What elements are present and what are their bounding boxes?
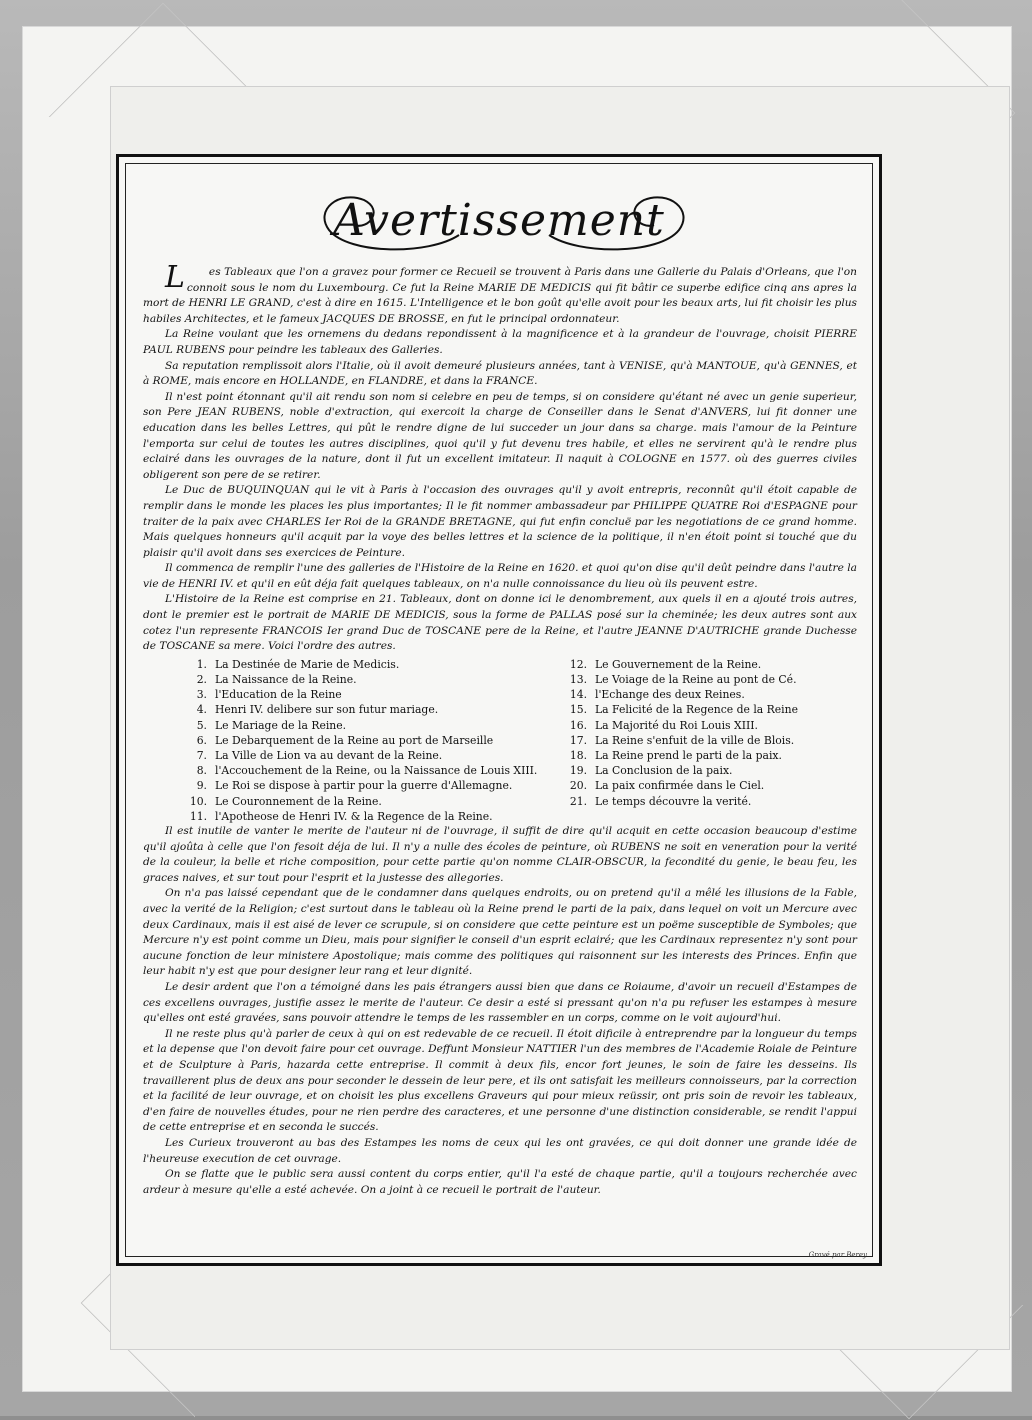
list-item [179,733,539,748]
item-title: La Felicité de la Regence de la Reine [595,703,798,717]
engraver-credit: Gravé par Berey [808,1251,867,1259]
paragraph: Sa reputation remplissoit alors l'Italie, où il avoit demeuré plusieurs années, tant à VENISE, qu'à MANTOUE, qu'à GENNES, et à ROME, mais encore en HOLLANDE, en FLANDRE, et dans la FRANCE. [143,359,857,388]
list-item [559,763,839,778]
item-number: 2. [196,673,207,687]
paragraph: Le Duc de BUQUINQUAN qui le vit à Paris à l'occasion des ouvrages qu'il y avoit entrepris, reconnût qu'il étoit capable de remplir dans le monde les places les plus importantes; Il le fit nommer ambassadeur par PHILIPPE QUATRE Roi d'ESPAGNE pour traiter de la paix avec CHARLES Ier Roi de la GRANDE BRETAGNE, qui fut enfin concluë par les negotiations de ce grand homme. Mais quelques honneurs qu'il acquit par la voye des belles lettres et la science de la politique, il n'en étoit point si touché que du plaisir qu'il avoit dans ses exercices de Peinture. [143,484,857,559]
list-item [559,733,839,748]
list-item [179,809,539,824]
list-item [559,718,839,733]
item-title: La Ville de Lion va au devant de la Reine. [215,749,443,763]
paragraph: On se flatte que le public sera aussi content du corps entier, qu'il l'a esté de chaque partie, qu'il a toujours recherchée avec ardeur à mesure qu'elle a esté achevée. On a joint à ce recueil le portrait de l'auteur. [143,1168,857,1196]
list-item [559,702,839,717]
item-title: Le Couronnement de la Reine. [215,794,382,808]
item-title: l'Echange des deux Reines. [595,688,745,702]
item-number: 15. [569,703,587,717]
item-number: 18. [569,749,587,763]
item-number: 5. [196,718,207,732]
list-item [179,718,539,733]
item-title: La Destinée de Marie de Medicis. [215,657,400,671]
item-number: 13. [569,673,587,687]
item-title: Le temps découvre la verité. [595,794,752,808]
item-title: La Majorité du Roi Louis XIII. [595,718,758,732]
paragraph: Il n'est point étonnant qu'il ait rendu son nom si celebre en peu de temps, si on considere qu'étant né avec un genie superieur, son Pere JEAN RUBENS, noble d'extraction, qui exercoit la charge de Conseiller dans le Senat d'ANVERS, lui fit donner une education dans les belles Lettres, qui pût le rendre digne de lui succeder un jour dans sa charge. mais l'amour de la Peinture l'emporta sur celui de toutes les autres disciplines, quoi qu'il y fut devenu tres habile, et elles ne servirent qu'à le rendre plus eclairé dans les ouvrages de la nature, dont il fut un excellent imitateur. Il naquit à COLOGNE en 1577. où des guerres civiles obligerent son pere de se retirer. [143,390,857,481]
item-title: l'Apotheose de Henri IV. & la Regence de la Reine. [215,809,493,823]
item-number: 6. [196,733,207,747]
item-number: 12. [569,657,587,671]
list-item [179,794,539,809]
paragraph: Il ne reste plus qu'à parler de ceux à qui on est redevable de ce recueil. Il étoit dificile à entreprendre par la longueur du temps et la depense que l'on devoit faire pour cet ouvrage. Deffunt Monsieur NATTIER l'un des membres de l'Academie Roiale de Peinture et de Sculpture à Paris, hazarda cette entreprise. Il commit à deux fils, encor fort jeunes, le soin de faire les desseins. Ils travaillerent plus de deux ans pour seconder le dessein de leur pere, et ils ont satisfait les meilleurs connoisseurs, par la correction et la facilité de leur ouvrage, et on choisit les plus excellens Graveurs qui pour mieux reüssir, ont pris soin de revoir les tableaux, d'en faire de nouvelles études, pour ne rien perdre des caracteres, et une personne d'une distinction considerable, se rendit l'appui de cette entreprise et en seconda le succés. [143,1027,857,1134]
paragraph: Il est inutile de vanter le merite de l'auteur ni de l'ouvrage, il suffit de dire qu'il acquit en cette occasion beaucoup d'estime qu'il ajoûta à celle que l'on fesoit déja de lui. Il n'y a nulle des écoles de peinture, où RUBENS ne soit en veneration pour la verité de la couleur, la belle et riche composition, pour cette partie qu'on nomme CLAIR-OBSCUR, la fecondité du genie, le beau feu, les graces naives, et sur tout pour l'esprit et la justesse des allegories. [143,825,857,884]
list-item [179,778,539,793]
list-item [179,657,539,672]
paintings-list-left [179,657,539,824]
paragraph: Les Curieux trouveront au bas des Estampes les noms de ceux qui les ont gravées, ce qui doit donner une grande idée de l'heureuse execution de cet ouvrage. [143,1136,857,1165]
list-item [559,657,839,672]
right-flourish-icon [539,185,699,255]
item-title: La Naissance de la Reine. [215,673,357,687]
item-title: La Reine prend le parti de la paix. [595,749,782,763]
item-title: Le Gouvernement de la Reine. [595,657,762,671]
item-title: l'Education de la Reine [215,688,342,702]
item-number: 21. [569,794,587,808]
item-title: Henri IV. delibere sur son futur mariage. [215,703,439,717]
notice-body [143,260,857,1198]
item-number: 4. [196,703,207,717]
list-item [179,763,539,778]
page-title: Avertissement [333,195,665,246]
engraved-plate [116,154,882,1266]
list-item [179,687,539,702]
paintings-list [179,657,857,824]
item-number: 8. [196,764,207,778]
paintings-list-right [559,657,839,824]
list-item [559,794,839,809]
paragraph: La Reine voulant que les ornemens du dedans repondissent à la magnificence et à la grandeur de l'ouvrage, choisit PIERRE PAUL RUBENS pour peindre les tableaux des Galleries. [143,328,857,356]
list-item [559,687,839,702]
title-block [119,175,879,255]
item-title: Le Debarquement de la Reine au port de Marseille [215,733,494,747]
item-number: 1. [196,657,207,671]
item-number: 11. [189,809,207,823]
item-title: La Conclusion de la paix. [595,764,733,778]
paragraph: Les Tableaux que l'on a gravez pour former ce Recueil se trouvent à Paris dans une Gallerie du Palais d'Orleans, que l'on connoit sous le nom du Luxembourg. Ce fut la Reine MARIE DE MEDICIS qui fit bâtir ce superbe edifice cinq ans apres la mort de HENRI LE GRAND, c'est à dire en 1615. L'Intelligence et le bon goût qu'elle avoit pour les beaux arts, lui fit choisir les plus habiles Architectes, et le fameux JACQUES DE BROSSE, en fut le principal ordonnateur. [143,260,857,325]
item-number: 17. [569,733,587,747]
item-title: Le Mariage de la Reine. [215,718,347,732]
list-item [559,748,839,763]
item-number: 16. [569,718,587,732]
item-number: 3. [196,688,207,702]
item-number: 19. [569,764,587,778]
list-item [179,672,539,687]
item-number: 14. [569,688,587,702]
item-number: 20. [569,779,587,793]
paragraph: On n'a pas laissé cependant que de le condamner dans quelques endroits, ou on pretend qu'il a mêlé les illusions de la Fable, avec la verité de la Religion; c'est surtout dans le tableau où la Reine prend le parti de la paix, dans lequel on voit un Mercure avec deux Cardinaux, mais il est aisé de lever ce scrupule, si on considere que cette peinture est un poëme susceptible de Symboles; que Mercure n'y est point comme un Dieu, mais pour signifier le conseil d'un esprit eclairé; que les Cardinaux representez n'y sont pour aucune fonction de leur ministere Apostolique; mais comme des politiques qui raisonnent sur les interests des Princes. Enfin que leur habit n'y est que pour designer leur rang et leur dignité. [143,887,857,978]
item-title: La Reine s'enfuit de la ville de Blois. [595,733,795,747]
item-title: l'Accouchement de la Reine, ou la Naissance de Louis XIII. [215,764,538,778]
list-item [559,672,839,687]
item-number: 7. [196,749,207,763]
item-number: 10. [189,794,207,808]
list-item [559,778,839,793]
item-title: Le Voiage de la Reine au pont de Cé. [595,673,797,687]
list-item [179,702,539,717]
item-title: La paix confirmée dans le Ciel. [595,779,765,793]
item-number: 9. [196,779,207,793]
paragraph: L'Histoire de la Reine est comprise en 21. Tableaux, dont on donne ici le denombrement, aux quels il en a ajouté trois autres, dont le premier est le portrait de MARIE DE MEDICIS, sous la forme de PALLAS posé sur la cheminée; les deux autres sont aux cotez l'un represente FRANCOIS Ier grand Duc de TOSCANE pere de la Reine, et l'autre JEANNE D'AUTRICHE grande Duchesse de TOSCANE sa mere. Voici l'ordre des autres. [143,593,857,653]
paragraph: Le desir ardent que l'on a témoigné dans les pais étrangers aussi bien que dans ce Roiaume, d'avoir un recueil d'Estampes de ces excellens ouvrages, justifie assez le merite de l'auteur. Ce desir a esté si pressant qu'on n'a pu refuser les estampes à mesure qu'elles ont esté gravées, sans pouvoir attendre le temps de les rassembler en un corps, comme on le voit aujourd'hui. [143,981,857,1025]
list-item [179,748,539,763]
item-title: Le Roi se dispose à partir pour la guerre d'Allemagne. [215,779,513,793]
paragraph: Il commenca de remplir l'une des galleries de l'Histoire de la Reine en 1620. et quoi qu'on dise qu'il deût peindre dans l'autre la vie de HENRI IV. et qu'il en eût déja fait quelques tableaux, on n'a nulle connoissance du lieu où ils peuvent estre. [143,562,857,590]
